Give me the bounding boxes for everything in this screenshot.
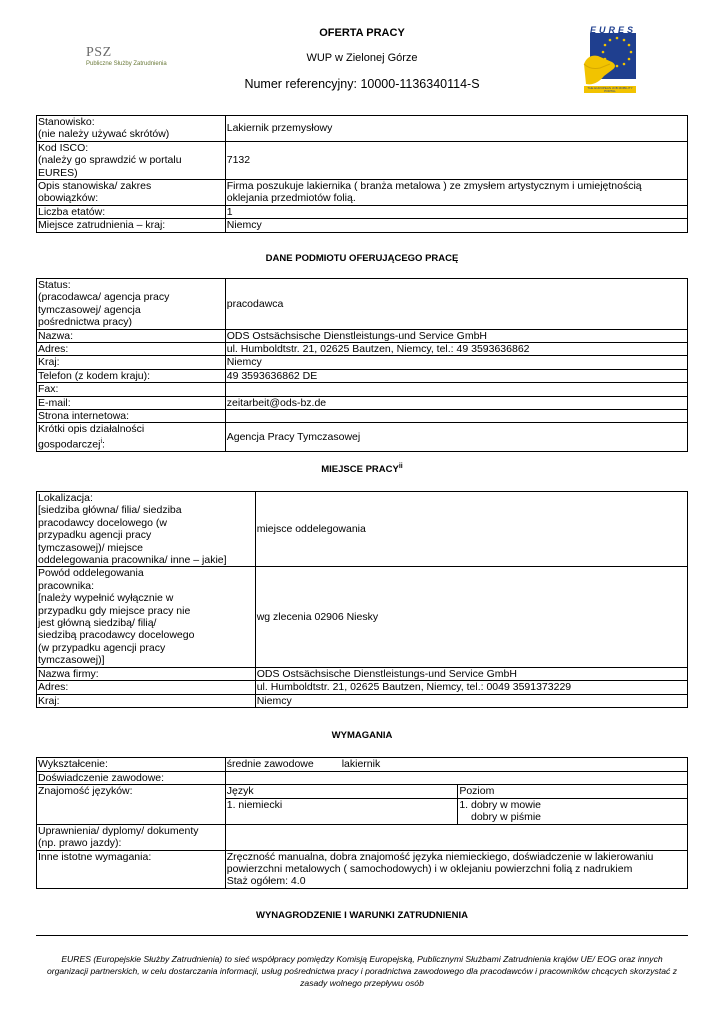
- fax-label: Fax:: [37, 383, 226, 396]
- adres-value: ul. Humboldtstr. 21, 02625 Bautzen, Niemcy, tel.: 49 3593636862: [225, 343, 687, 356]
- table-row: [37, 772, 688, 785]
- salary-section-title: WYNAGRODZENIE I WARUNKI ZATRUDNIENIA: [256, 910, 468, 921]
- place-table: [36, 491, 688, 708]
- footnote-marker: ii: [398, 463, 403, 470]
- table-row: [37, 343, 688, 356]
- table-row: [37, 219, 688, 232]
- email-value: zeitarbeit@ods-bz.de: [225, 396, 687, 409]
- uprawnienia-value: [225, 824, 687, 850]
- table-row: [37, 492, 688, 567]
- table-row: [37, 850, 688, 888]
- inne-wymagania-label: Inne istotne wymagania:: [37, 850, 226, 888]
- wyksztalcenie-label: Wykształcenie:: [37, 758, 226, 772]
- nazwa-label: Nazwa:: [37, 329, 226, 342]
- kraj-value: Niemcy: [255, 694, 687, 707]
- uprawnienia-label: Uprawnienia/ dyplomy/ dokumenty (np. prawo jazdy):: [37, 824, 226, 850]
- opis-stanowiska-value: Firma poszukuje lakiernika ( branża metalowa ) ze zmysłem artystycznym i umiejętnością oklejania przedmiotów folią.: [225, 180, 687, 206]
- office-name: WUP w Zielonej Górze: [306, 52, 418, 64]
- doswiadczenie-value: [225, 772, 687, 785]
- kraj-label: Kraj:: [37, 694, 256, 707]
- table-row: [37, 205, 688, 218]
- inne-wymagania-value: Zręczność manualna, dobra znajomość języka niemieckiego, doświadczenie w lakierowaniu powierzchni metalowych ( samochodowych) i w oklejaniu powierzchni folią z nadrukiem Staż ogółem: 4.0: [225, 850, 687, 888]
- footer-divider: [36, 935, 688, 936]
- wyksztalcenie-level: średnie zawodowe: [226, 758, 314, 770]
- opis-dzialalnosci-colon: :: [102, 438, 105, 451]
- powod-value: wg zlecenia 02906 Niesky: [255, 567, 687, 667]
- eures-logo-tagline: THE EUROPEAN JOB MOBILITY PORTAL: [587, 87, 633, 93]
- adres-value: ul. Humboldtstr. 21, 02625 Bautzen, Niemcy, tel.: 0049 3591373229: [255, 681, 687, 694]
- wyksztalcenie-value: [225, 758, 687, 772]
- poziom-value: 1. dobry w mowie dobry w piśmie: [458, 798, 688, 824]
- document-title: OFERTA PRACY: [319, 27, 405, 39]
- status-value: pracodawca: [225, 279, 687, 330]
- reference-number: Numer referencyjny: 10000-1136340114-S: [244, 77, 480, 91]
- lokalizacja-value: miejsce oddelegowania: [255, 492, 687, 567]
- opis-dzialalnosci-label-text: Krótki opis działalności gospodarczej: [38, 423, 145, 451]
- www-label: Strona internetowa:: [37, 410, 226, 423]
- table-row: [37, 410, 688, 423]
- table-row: [37, 694, 688, 707]
- psz-logo-text: PSZ: [86, 45, 112, 60]
- table-row: [37, 567, 688, 667]
- table-row: [37, 824, 688, 850]
- jezyk-header: Język: [225, 785, 458, 798]
- miejsce-kraj-value: Niemcy: [225, 219, 687, 232]
- psz-logo-subtitle: Publiczne Służby Zatrudnienia: [86, 61, 167, 67]
- table-row: [37, 141, 688, 179]
- powod-label: Powód oddelegowania pracownika: [należy wypełnić wyłącznie w przypadku gdy miejsce pracy nie jest główną siedzibą/ filią/ siedzibą pracodawcy docelowego (w przypadku agencji pracy tymczasowej)]: [37, 567, 256, 667]
- table-row: [37, 396, 688, 409]
- email-label: E-mail:: [37, 396, 226, 409]
- lokalizacja-label: Lokalizacja: [siedziba główna/ filia/ siedziba pracodawcy docelowego (w przypadku agencji pracy tymczasowej)/ miejsce oddelegowania pracownika/ inne – jakie]: [37, 492, 256, 567]
- kraj-value: Niemcy: [225, 356, 687, 369]
- kraj-label: Kraj:: [37, 356, 226, 369]
- table-row: [37, 758, 688, 772]
- nazwa-firmy-label: Nazwa firmy:: [37, 667, 256, 680]
- place-section-title-text: MIEJSCE PRACY: [321, 464, 399, 476]
- table-row: [37, 329, 688, 342]
- jezyki-label: Znajomość języków:: [37, 785, 226, 824]
- doswiadczenie-label: Doświadczenie zawodowe:: [37, 772, 226, 785]
- footnote-marker: i: [100, 437, 103, 445]
- table-row: [37, 667, 688, 680]
- wyksztalcenie-profession: lakiernik: [341, 758, 381, 770]
- nazwa-firmy-value: ODS Ostsächsische Dienstleistungs-und Service GmbH: [255, 667, 687, 680]
- table-row: [37, 423, 688, 451]
- www-value: [225, 410, 687, 423]
- eures-logo: [582, 26, 638, 94]
- telefon-value: 49 3593636862 DE: [225, 369, 687, 382]
- fax-value: [225, 383, 687, 396]
- table-row: [37, 356, 688, 369]
- status-label: Status: (pracodawca/ agencja pracy tymczasowej/ agencja pośrednictwa pracy): [37, 279, 226, 330]
- stanowisko-label: Stanowisko: (nie należy używać skrótów): [37, 116, 226, 142]
- liczba-etatow-label: Liczba etatów:: [37, 205, 226, 218]
- telefon-label: Telefon (z kodem kraju):: [37, 369, 226, 382]
- employer-table: [36, 278, 688, 452]
- opis-stanowiska-label: Opis stanowiska/ zakres obowiązków:: [37, 180, 226, 206]
- table-row: [37, 279, 688, 330]
- jezyk-value: 1. niemiecki: [225, 798, 458, 824]
- miejsce-kraj-label: Miejsce zatrudnienia – kraj:: [37, 219, 226, 232]
- stanowisko-value: Lakiernik przemysłowy: [225, 116, 687, 142]
- adres-label: Adres:: [37, 343, 226, 356]
- table-row: [37, 116, 688, 142]
- place-section-title: [0, 463, 724, 475]
- adres-label: Adres:: [37, 681, 256, 694]
- table-row: [37, 369, 688, 382]
- table-row: [37, 681, 688, 694]
- employer-section-title: DANE PODMIOTU OFERUJĄCEGO PRACĘ: [265, 253, 459, 264]
- requirements-table: [36, 757, 688, 889]
- table-row: [37, 180, 688, 206]
- eures-logo-text: EURES: [590, 25, 637, 35]
- isco-value: 7132: [225, 141, 687, 179]
- poziom-header: Poziom: [458, 785, 688, 798]
- liczba-etatow-value: 1: [225, 205, 687, 218]
- isco-label: Kod ISCO: (należy go sprawdzić w portalu EURES): [37, 141, 226, 179]
- job-table: [36, 115, 688, 233]
- table-row: [37, 383, 688, 396]
- nazwa-value: ODS Ostsächsische Dienstleistungs-und Service GmbH: [225, 329, 687, 342]
- opis-dzialalnosci-label: [37, 423, 226, 451]
- table-row: [37, 785, 688, 798]
- opis-dzialalnosci-value: Agencja Pracy Tymczasowej: [225, 423, 687, 451]
- eures-logo-graphic: [582, 26, 638, 94]
- requirements-section-title: WYMAGANIA: [331, 730, 393, 741]
- footer-note: EURES (Europejskie Służby Zatrudnienia) to sieć współpracy pomiędzy Komisją Europejską, Publicznymi Służbami Zatrudnienia krajów UE/ EOG oraz innych organizacji partnerskich, w celu dostarczania informacji, usług pośrednictwa pracy i poradnictwa zawodowego dla pracodawców i pracowników chcących skorzystać z zasady wolnego przepływu osób: [46, 954, 678, 989]
